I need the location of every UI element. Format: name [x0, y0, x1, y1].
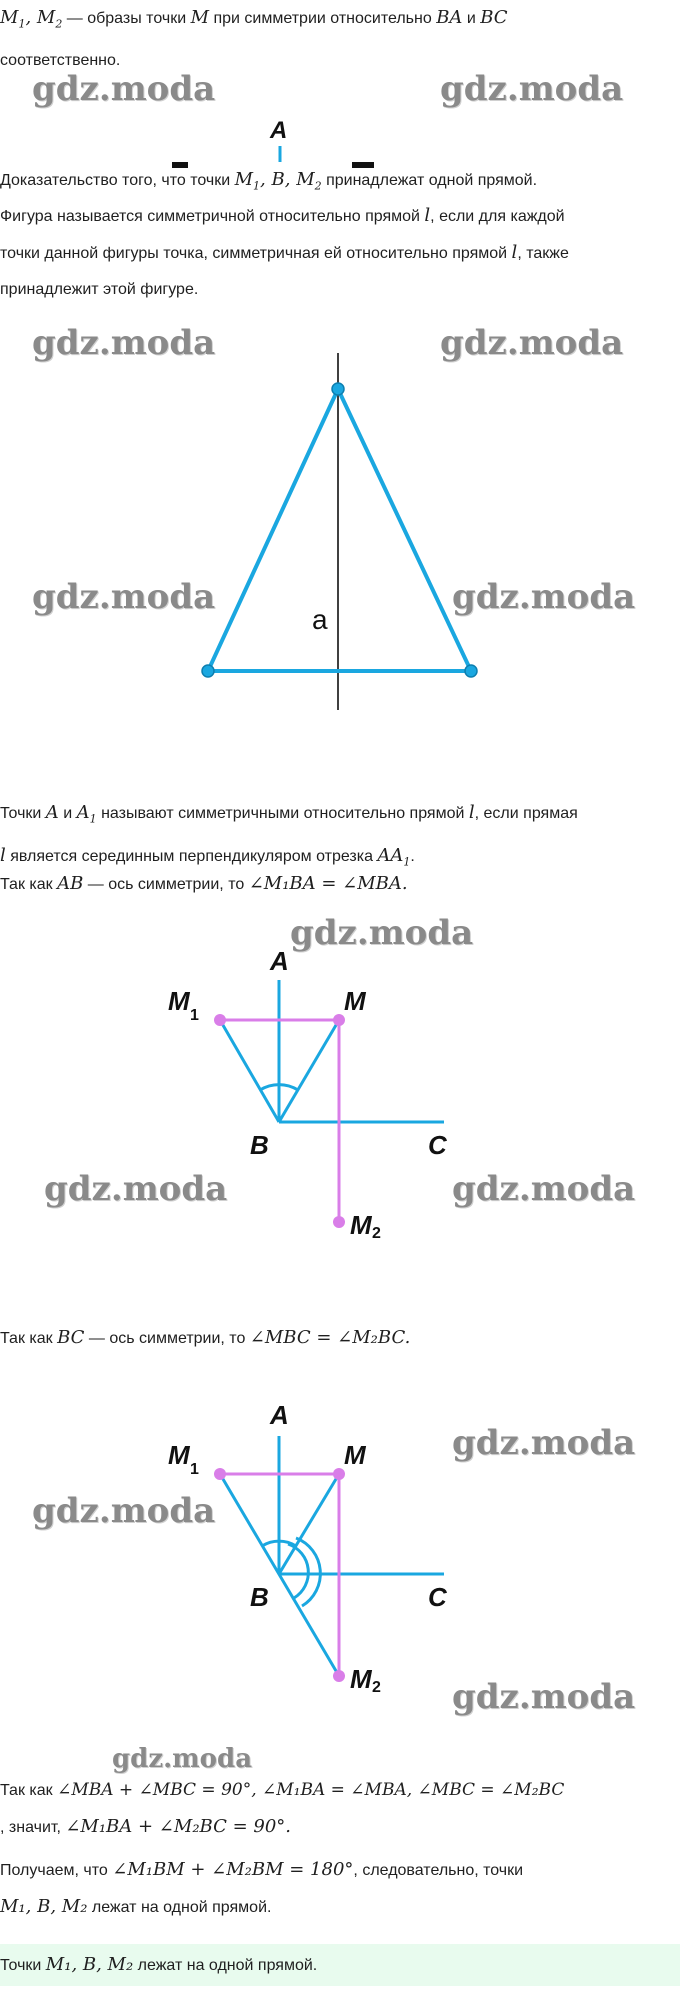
point-m2 [333, 1216, 345, 1228]
label-a: a [312, 604, 328, 635]
label-b: B [250, 1582, 269, 1612]
math-a: A [45, 802, 59, 823]
watermark: gdz.moda [452, 577, 636, 617]
watermark: gdz.moda [32, 323, 216, 363]
watermark: gdz.moda [290, 913, 474, 953]
triangle [208, 389, 471, 671]
watermark: gdz.moda [440, 323, 624, 363]
paragraph-images-definition [0, 0, 680, 79]
label-m: M [344, 986, 366, 1016]
math-equation: ∠M₁BA = ∠MBA. [248, 873, 408, 894]
segment-bm [279, 1020, 339, 1122]
text: называют симметричными относительно прямой [96, 805, 469, 822]
text: , если для каждой [430, 208, 565, 225]
paragraph-symmetric-definition [0, 198, 680, 308]
label-m2: M [350, 1664, 372, 1694]
math-m2: $M_2$ [36, 7, 63, 31]
text: точки данной фигуры точка, симметричная ей относительно прямой [0, 245, 512, 262]
text: является серединным перпендикуляром отрезка [5, 847, 378, 865]
math-l: l [424, 205, 431, 226]
label-m1-sub: 1 [190, 1007, 199, 1024]
answer-box [0, 1944, 680, 1986]
label-b: B [250, 1130, 269, 1160]
watermark: gdz.moda [32, 1491, 216, 1531]
math-equation: ∠M₁BA + ∠M₂BC = 90°. [65, 1816, 292, 1837]
text: , следовательно, точки [353, 1862, 524, 1879]
vertex-top [332, 383, 344, 395]
label-m2-sub: 2 [372, 1225, 381, 1240]
watermark: gdz.moda [452, 1423, 636, 1463]
text: лежат на одной прямой. [133, 1957, 318, 1974]
math-l: l [0, 844, 6, 866]
text: лежат на одной прямой. [87, 1899, 272, 1916]
watermark: gdz.moda [32, 577, 216, 617]
vertex-right [465, 665, 477, 677]
math-points: M₁, B, M₂ [0, 1896, 88, 1917]
math-bc: BC [480, 7, 508, 28]
math-m1: $M_1$, [0, 7, 37, 31]
math-m2: , $M_2$ [284, 169, 322, 193]
label-a: A [270, 117, 288, 144]
text: , также [517, 245, 569, 262]
math-b: B [271, 169, 285, 190]
label-m1: M [168, 986, 190, 1016]
text: Так как [0, 1330, 58, 1347]
label-m1-sub: 1 [190, 1461, 199, 1478]
math-l: l [468, 802, 475, 823]
math-ba: BA [436, 7, 463, 28]
math-m1: $M_1$, [234, 169, 272, 193]
text: принадлежит этой фигуре. [0, 281, 199, 298]
math-aa1: $AA_1$ [377, 844, 411, 869]
point-m1 [214, 1468, 226, 1480]
vertex-left [202, 665, 214, 677]
point-m1 [214, 1014, 226, 1026]
text: Так как [0, 1782, 58, 1799]
label-c: C [428, 1582, 447, 1612]
watermark: gdz.moda [452, 1169, 636, 1209]
watermark: gdz.moda [112, 1744, 253, 1774]
text: Точки [0, 1957, 46, 1974]
label-m1: M [168, 1440, 190, 1470]
paragraph-conclusion [0, 1852, 680, 1926]
label-m2-sub: 2 [372, 1679, 381, 1696]
watermark: gdz.moda [440, 69, 624, 109]
watermark: gdz.moda [44, 1169, 228, 1209]
math-equation: ∠MBA + ∠MBC = 90°, ∠M₁BA = ∠MBA, ∠MBC = ∠M₂BC [57, 1780, 565, 1800]
figure-partial [0, 112, 680, 168]
watermark: gdz.moda [452, 1677, 636, 1717]
math-l: l [511, 242, 518, 263]
text: , значит, [0, 1819, 66, 1836]
text: принадлежат одной прямой. [321, 172, 538, 189]
figure-triangle [0, 340, 680, 720]
math-a1: $A_1$ [76, 802, 97, 826]
text: — ось симметрии, то [84, 1330, 250, 1347]
text: — ось симметрии, то [83, 876, 249, 893]
math-points: M₁, B, M₂ [45, 1954, 134, 1975]
label-a: A [270, 1400, 289, 1430]
text: Получаем, что [0, 1862, 113, 1879]
math-equation: ∠MBC = ∠M₂BC. [249, 1327, 411, 1348]
label-c: C [428, 1130, 447, 1160]
text: и [58, 805, 77, 822]
text: Так как [0, 876, 58, 893]
text: Фигура называется симметричной относительно прямой [0, 208, 425, 225]
math-ab: AB [57, 873, 84, 894]
point-m2 [333, 1670, 345, 1682]
text: — образы точки [62, 10, 191, 27]
math-equation: ∠M₁BM + ∠M₂BM = 180° [112, 1859, 354, 1880]
text: при симметрии относительно [209, 10, 437, 27]
segment-bm1 [220, 1020, 279, 1122]
text: Доказательство того, что точки [0, 172, 235, 189]
text: и [462, 10, 481, 27]
label-m2: M [350, 1210, 372, 1240]
text: . [410, 847, 415, 865]
label-a: A [270, 946, 289, 976]
math-m: M [190, 7, 210, 28]
label-m: M [344, 1440, 366, 1470]
text: , если прямая [474, 805, 578, 822]
paragraph-bc-axis [0, 1320, 680, 1357]
paragraph-ab-axis [0, 866, 680, 903]
paragraph-angle-sum [0, 1772, 680, 1846]
text: Точки [0, 805, 46, 822]
watermark: gdz.moda [32, 69, 216, 109]
text: соответственно. [0, 51, 121, 69]
segment-bm [279, 1474, 339, 1574]
math-bc: BC [57, 1327, 85, 1348]
